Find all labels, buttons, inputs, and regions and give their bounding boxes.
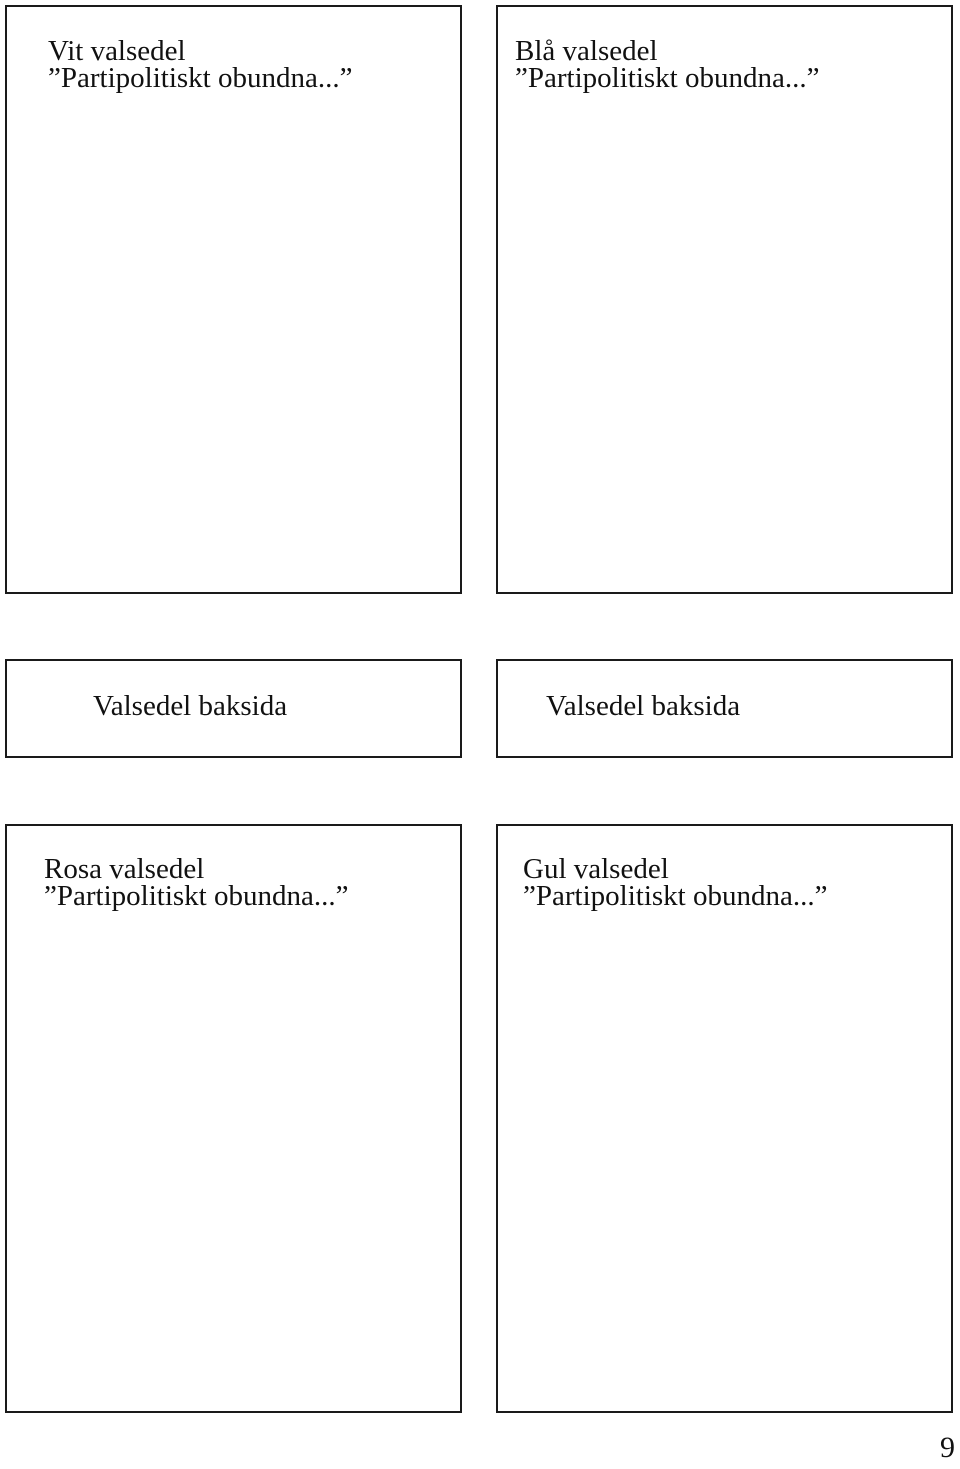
ballot-back-right (496, 659, 953, 758)
ballot-pink (5, 824, 462, 1413)
ballot-back-left (5, 659, 462, 758)
ballot-subtitle: ”Partipolitiskt obundna...” (44, 880, 349, 912)
page-number: 9 (940, 1431, 955, 1464)
ballot-white (5, 5, 462, 594)
ballot-blue (496, 5, 953, 594)
backside-label: Valsedel baksida (93, 690, 288, 722)
ballot-blue-text (515, 35, 820, 94)
ballot-title: Rosa valsedel (44, 853, 205, 885)
ballot-pink-text (44, 853, 349, 912)
ballot-subtitle: ”Partipolitiskt obundna...” (515, 62, 820, 94)
ballot-title: Gul valsedel (523, 853, 669, 885)
ballot-title: Blå valsedel (515, 35, 658, 67)
ballot-yellow-text (523, 853, 828, 912)
ballot-subtitle: ”Partipolitiskt obundna...” (48, 62, 353, 94)
ballot-white-text (48, 35, 353, 94)
ballot-subtitle: ”Partipolitiskt obundna...” (523, 880, 828, 912)
ballot-title: Vit valsedel (48, 35, 186, 67)
backside-label: Valsedel baksida (546, 690, 741, 722)
ballot-yellow (496, 824, 953, 1413)
